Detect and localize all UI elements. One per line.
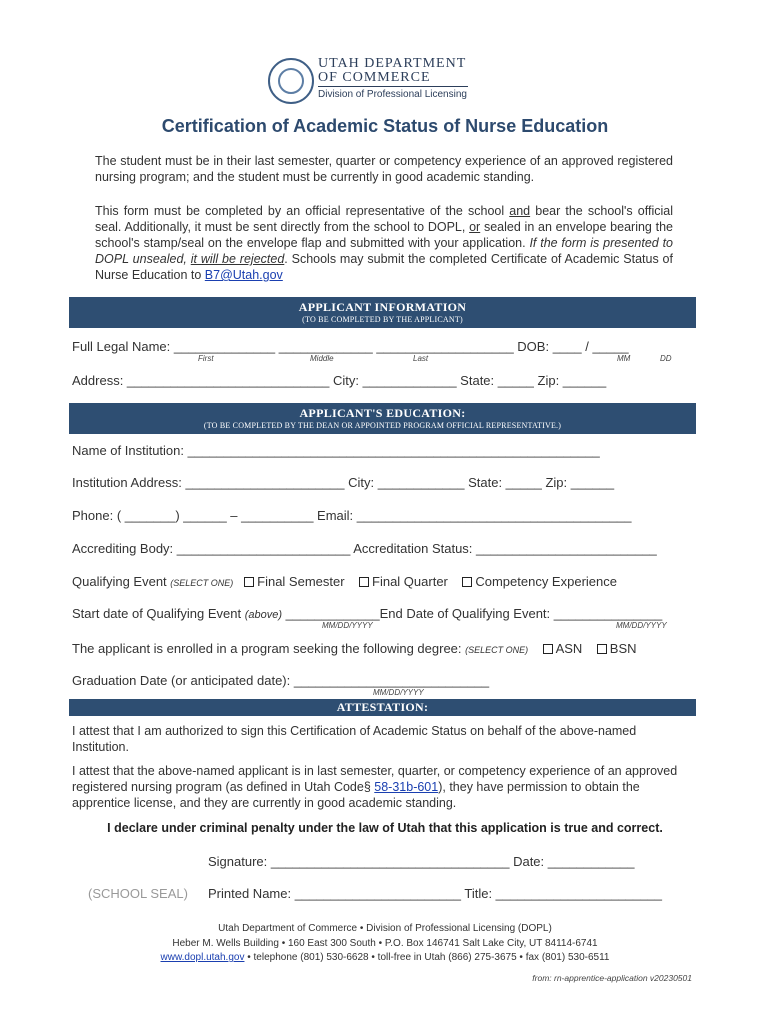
graduation-date-format: MM/DD/YYYY [373, 688, 424, 697]
competency-experience-label: Competency Experience [475, 574, 617, 589]
attestation-paragraph-2: I attest that the above-named applicant is in last semester, quarter, or competency experience of an approved registered nursing program (as defined in Utah Code§ 58-31b-601), they have permission to obtain the apprentice license, and they are currently in good academic standing. [72, 764, 678, 810]
printed-name-title-row[interactable]: Printed Name: _______________________ Title: _______________________ [208, 886, 662, 901]
logo-line-division: Division of Professional Licensing [318, 89, 467, 100]
footer-line-3: www.dopl.utah.gov • telephone (801) 530-6628 • toll-free in Utah (866) 275-3675 • fax (801) 530-6511 [160, 952, 610, 963]
graduation-date-row[interactable]: Graduation Date (or anticipated date): ___________________________ [72, 673, 490, 688]
intro-paragraph-2: This form must be completed by an official representative of the school and bear the school's official seal. Additionally, it must be sent directly from the school to DOPL, or sealed in an envelope bearing the school's stamp/seal on the envelope flap and submitted with your application. If the form is presented to DOPL unsealed, it will be rejected. Schools may submit the completed Certificate of Academic Status of Nurse Education to B7@Utah.gov [95, 204, 673, 282]
declaration-statement: I declare under criminal penalty under the law of Utah that this application is true and correct. [107, 821, 663, 835]
signature-date-row[interactable]: Signature: _________________________________ Date: ____________ [208, 854, 635, 869]
dob-month-caption: MM [617, 354, 631, 363]
asn-label: ASN [555, 641, 583, 656]
intro-paragraph-1: The student must be in their last semester, quarter or competency experience of an approved registered nursing program; and the student must be currently in good academic standing. [95, 154, 673, 184]
final-semester-checkbox[interactable] [244, 577, 254, 587]
full-legal-name-row[interactable]: Full Legal Name: ______________ _____________ ___________________ DOB: ____ / _____ [72, 339, 629, 354]
final-semester-label: Final Semester [257, 574, 345, 589]
applicant-info-band: APPLICANT INFORMATION (TO BE COMPLETED BY THE APPLICANT) [69, 297, 696, 328]
footer-line-2: Heber M. Wells Building • 160 East 300 South • P.O. Box 146741 Salt Lake City, UT 84114-6741 [172, 938, 598, 949]
institution-address-row[interactable]: Institution Address: ______________________ City: ____________ State: _____ Zip: ______ [72, 475, 615, 490]
asn-checkbox[interactable] [543, 644, 553, 654]
competency-experience-checkbox[interactable] [462, 577, 472, 587]
bsn-label: BSN [609, 641, 637, 656]
logo-line-utah: UTAH DEPARTMENT [318, 56, 467, 71]
logo-divider [318, 86, 468, 87]
phone-email-row[interactable]: Phone: ( _______) ______ – __________ Email: ______________________________________ [72, 508, 632, 523]
middle-name-caption: Middle [310, 354, 334, 363]
footer-line-1: Utah Department of Commerce • Division of Professional Licensing (DOPL) [218, 923, 552, 934]
page-title: Certification of Academic Status of Nurse Education [161, 116, 609, 136]
last-name-caption: Last [413, 354, 429, 363]
institution-name-row[interactable]: Name of Institution: _________________________________________________________ [72, 443, 600, 458]
dob-day-caption: DD [660, 354, 672, 363]
final-quarter-label: Final Quarter [372, 574, 448, 589]
school-seal-placeholder: (SCHOOL SEAL) [88, 886, 188, 901]
qualifying-dates-row[interactable]: Start date of Qualifying Event (above) _____________End Date of Qualifying Event: _______________ [72, 606, 663, 621]
attestation-paragraph-1: I attest that I am authorized to sign this Certification of Academic Status on behalf of the above-named Institution. [72, 724, 637, 754]
degree-row: The applicant is enrolled in a program seeking the following degree: (SELECT ONE) ASN BSN [72, 641, 637, 656]
form-version: from: rn-apprentice-application v20230501 [532, 973, 692, 983]
utah-code-link[interactable]: 58-31b-601 [374, 780, 439, 794]
applicant-education-band: APPLICANT'S EDUCATION: (TO BE COMPLETED BY THE DEAN OR APPOINTED PROGRAM OFFICIAL REPRESENTATIVE.) [69, 403, 696, 434]
end-date-format: MM/DD/YYYY [616, 621, 667, 630]
final-quarter-checkbox[interactable] [359, 577, 369, 587]
state-seal-logo [268, 58, 314, 104]
first-name-caption: First [198, 354, 214, 363]
email-link[interactable]: B7@Utah.gov [204, 268, 283, 282]
accrediting-body-row[interactable]: Accrediting Body: ________________________ Accreditation Status: _________________________ [72, 541, 657, 556]
qualifying-event-row: Qualifying Event (SELECT ONE) Final Semester Final Quarter Competency Experience [72, 574, 617, 589]
logo-line-commerce: OF COMMERCE [318, 70, 431, 85]
attestation-band: ATTESTATION: [69, 699, 696, 716]
start-date-format: MM/DD/YYYY [322, 621, 373, 630]
bsn-checkbox[interactable] [597, 644, 607, 654]
website-link[interactable]: www.dopl.utah.gov [160, 952, 245, 963]
address-row[interactable]: Address: ____________________________ City: _____________ State: _____ Zip: ______ [72, 373, 607, 388]
